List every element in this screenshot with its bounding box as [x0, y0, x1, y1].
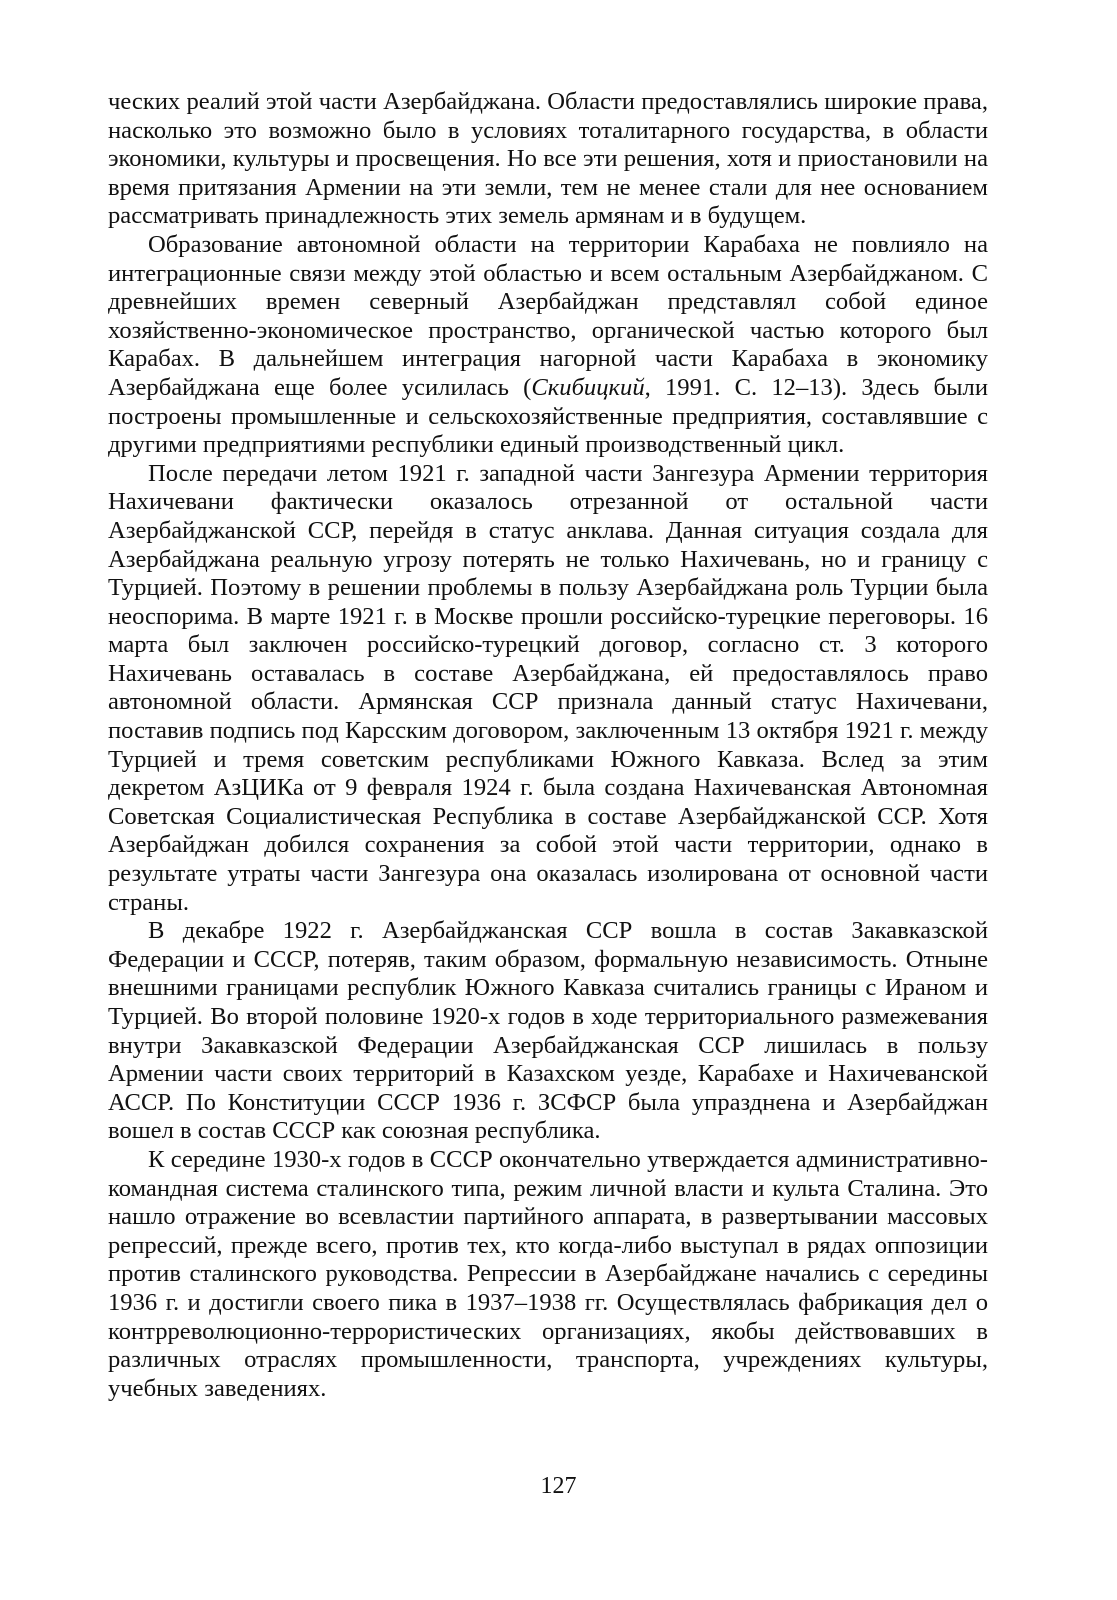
- text-run: К середине 1930-х годов в СССР окончательно утверждается административно-командная система сталинского типа, режим личной власти и культа Сталина. Это нашло отражение во всевластии партийного аппарата, в развертывании массовых репрессий, прежде всего, против тех, кто когда-либо выступал в рядах оппозиции против сталинского руководства. Репрессии в Азербайджане начались с середины 1936 г. и достигли своего пика в 1937–1938 гг. Осуществлялась фабрикация дел о контрреволюционно-террористических организациях, якобы действовавших в различных отраслях промышленности, транспорта, учреждениях культуры, учебных заведениях.: [108, 1145, 988, 1402]
- paragraph: [108, 460, 988, 918]
- paragraph: [108, 88, 988, 231]
- paragraph: [108, 231, 988, 460]
- text-run: После передачи летом 1921 г. западной части Зангезура Армении территория Нахичевани фактически оказалось отрезанной от остальной части Азербайджанской ССР, перейдя в статус анклава. Данная ситуация создала для Азербайджана реальную угрозу потерять не только Нахичевань, но и границу с Турцией. Поэтому в решении проблемы в пользу Азербайджана роль Турции была неоспорима. В марте 1921 г. в Москве прошли российско-турецкие переговоры. 16 марта был заключен российско-турецкий договор, согласно ст. 3 которого Нахичевань оставалась в составе Азербайджана, ей предоставлялось право автономной области. Армянская ССР признала данный статус Нахичевани, поставив подпись под Карсским договором, заключенным 13 октября 1921 г. между Турцией и тремя советским республиками Южного Кавказа. Вслед за этим декретом АзЦИКа от 9 февраля 1924 г. была создана Нахичеванская Автономная Советская Социалистическая Республика в составе Азербайджанской ССР. Хотя Азербайджан добился сохранения за собой этой части территории, однако в результате утраты части Зангезура она оказалась изолирована от основной части страны.: [108, 459, 988, 916]
- italic-citation: Скибицкий: [531, 373, 645, 401]
- text-run: В декабре 1922 г. Азербайджанская ССР вошла в состав Закавказской Федерации и СССР, потеряв, таким образом, формальную независимость. Отныне внешними границами республик Южного Кавказа считались границы с Ираном и Турцией. Во второй половине 1920-х годов в ходе территориального размежевания внутри Закавказской Федерации Азербайджанская ССР лишилась в пользу Армении части своих территорий в Казахском уезде, Карабахе и Нахичеванской АССР. По Конституции СССР 1936 г. ЗСФСР была упразднена и Азербайджан вошел в состав СССР как союзная республика.: [108, 917, 988, 1145]
- text-run: , 1991. С. 12–13). Здесь были построены промышленные и сельскохозяйственные предприятия, составлявшие с другими предприятиями республики единый производственный цикл.: [108, 373, 988, 459]
- text-run: Образование автономной области на территории Карабаха не повлияло на интеграционные связи между этой областью и всем остальным Азербайджаном. С древнейших времен северный Азербайджан представлял собой единое хозяйственно-экономическое пространство, органической частью которого был Карабах. В дальнейшем интеграция нагорной части Карабаха в экономику Азербайджана еще более усилилась (: [108, 230, 988, 401]
- body-text: [108, 88, 988, 1403]
- page-number: 127: [540, 1473, 577, 1499]
- paragraph: [108, 1146, 988, 1403]
- text-run: ческих реалий этой части Азербайджана. Области предоставлялись широкие права, насколько это возможно было в условиях тоталитарного государства, в области экономики, культуры и просвещения. Но все эти решения, хотя и приостановили на время притязания Армении на эти земли, тем не менее стали для нее основанием рассматривать принадлежность этих земель армянам и в будущем.: [108, 88, 988, 230]
- paragraph: [108, 917, 988, 1146]
